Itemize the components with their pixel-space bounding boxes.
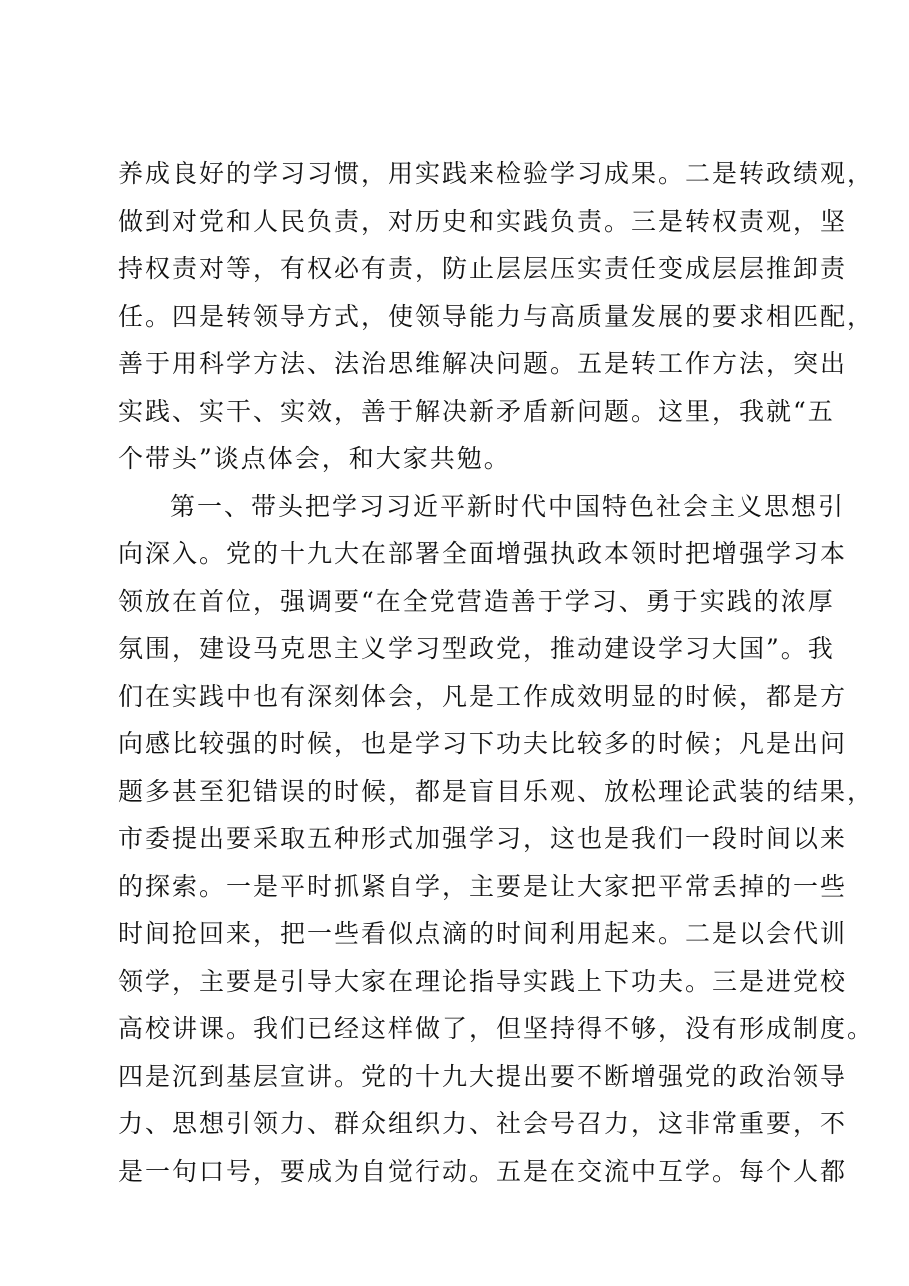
text-line: 市委提出要采取五种形式加强学习，这也是我们一段时间以来: [118, 824, 848, 853]
text-line: 力、思想引领力、群众组织力、社会号召力，这非常重要，不: [118, 1109, 848, 1138]
text-line: 向深入。党的十九大在部署全面增强执政本领时把增强学习本: [118, 539, 848, 568]
text-line: 做到对党和人民负责，对历史和实践负责。三是转权责观，坚: [118, 206, 848, 236]
text-line: 养成良好的学习习惯，用实践来检验学习成果。二是转政绩观，: [118, 159, 875, 188]
text-line: 领学，主要是引导大家在理论指导实践上下功夫。三是进党校: [118, 966, 848, 996]
text-line: 四是沉到基层宣讲。党的十九大提出要不断增强党的政治领导: [118, 1061, 848, 1091]
text-line: 任。四是转领导方式，使领导能力与高质量发展的要求相匹配，: [118, 301, 875, 331]
text-line: 善于用科学方法、法治思维解决问题。五是转工作方法，突出: [118, 349, 848, 378]
body-text: [118, 150, 875, 1195]
text-line: 题多甚至犯错误的时候，都是盲目乐观、放松理论武装的结果，: [118, 776, 875, 806]
text-line: 领放在首位，强调要“在全党营造善于学习、勇于实践的浓厚: [118, 586, 835, 616]
text-line: 第一、带头把学习习近平新时代中国特色社会主义思想引: [170, 491, 846, 521]
text-line: 实践、实干、实效，善于解决新矛盾新问题。这里，我就“五: [118, 396, 835, 426]
text-line: 是一句口号，要成为自觉行动。五是在交流中互学。每个人都: [118, 1156, 848, 1186]
text-line: 时间抢回来，把一些看似点滴的时间利用起来。二是以会代训: [118, 919, 848, 948]
text-line: 的探索。一是平时抓紧自学，主要是让大家把平常丢掉的一些: [118, 871, 848, 901]
text-line: 氛围，建设马克思主义学习型政党，推动建设学习大国”。我: [118, 634, 835, 663]
text-line: 高校讲课。我们已经这样做了，但坚持得不够，没有形成制度。: [118, 1014, 875, 1043]
text-line: 们在实践中也有深刻体会，凡是工作成效明显的时候，都是方: [118, 681, 848, 711]
text-line: 持权责对等，有权必有责，防止层层压实责任变成层层推卸责: [118, 254, 848, 283]
text-line: 个带头”谈点体会，和大家共勉。: [118, 444, 511, 473]
text-line: 向感比较强的时候，也是学习下功夫比较多的时候；凡是出问: [118, 729, 848, 758]
